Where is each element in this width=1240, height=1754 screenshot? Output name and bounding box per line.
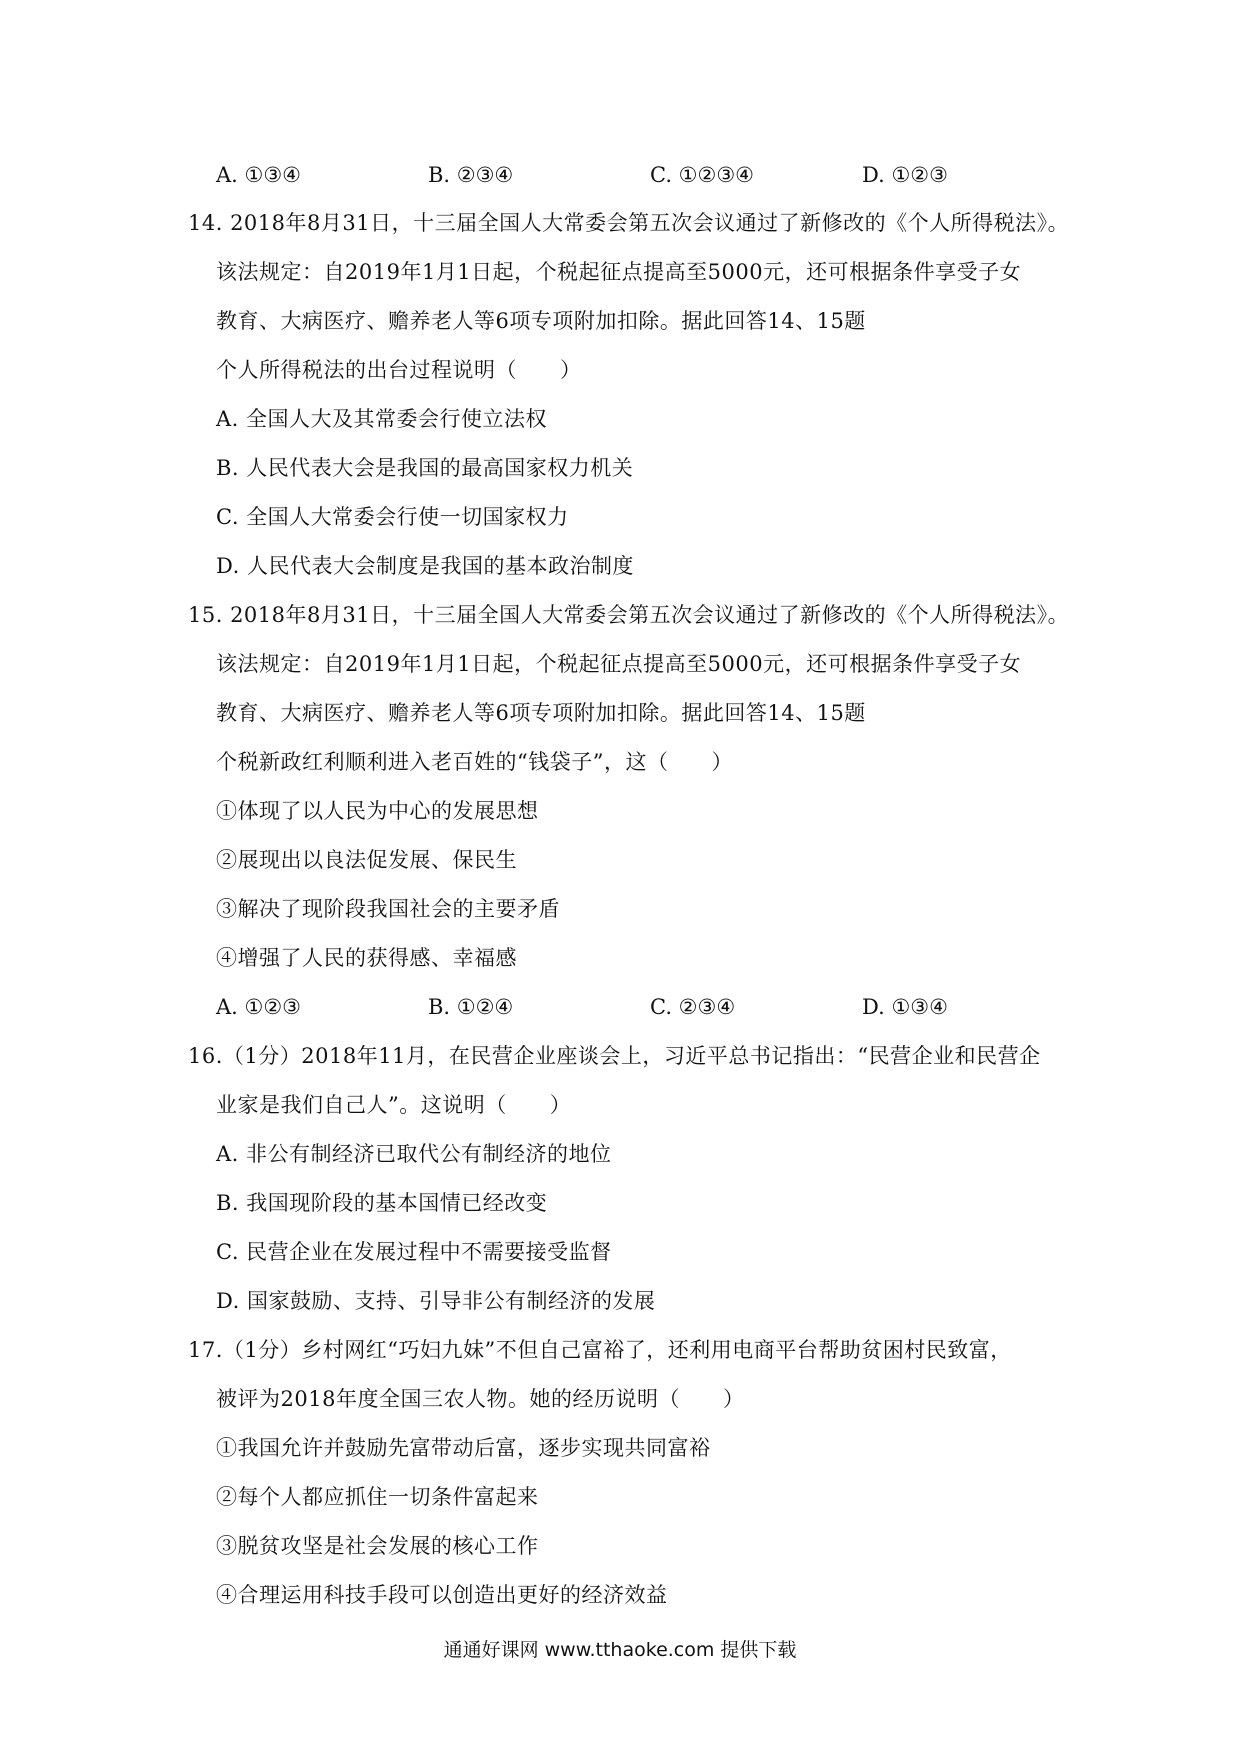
q15-statement-4: ④增强了人民的获得感、幸福感: [216, 946, 517, 970]
q15-stem-line-3: 教育、大病医疗、赡养老人等6项专项附加扣除。据此回答14、15题: [216, 701, 866, 725]
q13-option-c: C. ①②③④: [650, 163, 754, 187]
page-footer: 通通好课网 www.tthaoke.com 提供下载: [443, 1639, 797, 1661]
q17-statement-4: ④合理运用科技手段可以创造出更好的经济效益: [216, 1583, 668, 1607]
q15-stem-line-2: 该法规定：自2019年1月1日起，个税起征点提高至5000元，还可根据条件享受子女: [216, 652, 1022, 676]
q14-stem-line-2: 该法规定：自2019年1月1日起，个税起征点提高至5000元，还可根据条件享受子女: [216, 260, 1022, 284]
q14-option-d: D. 人民代表大会制度是我国的基本政治制度: [216, 554, 634, 578]
q14-stem-line-1: 14. 2018年8月31日，十三届全国人大常委会第五次会议通过了新修改的《个人所得税法》。: [188, 211, 1070, 235]
q13-option-a: A. ①③④: [216, 163, 301, 187]
q17-statement-1: ①我国允许并鼓励先富带动后富，逐步实现共同富裕: [216, 1436, 711, 1460]
q15-option-d: D. ①③④: [862, 995, 948, 1019]
q15-statement-3: ③解决了现阶段我国社会的主要矛盾: [216, 897, 560, 921]
q14-option-a: A. 全国人大及其常委会行使立法权: [216, 407, 548, 431]
q15-stem-line-1: 15. 2018年8月31日，十三届全国人大常委会第五次会议通过了新修改的《个人所得税法》。: [188, 603, 1070, 627]
q17-statement-2: ②每个人都应抓住一切条件富起来: [216, 1485, 539, 1509]
q15-option-b: B. ①②④: [428, 995, 514, 1019]
q14-option-b: B. 人民代表大会是我国的最高国家权力机关: [216, 456, 634, 480]
q14-stem-line-3: 教育、大病医疗、赡养老人等6项专项附加扣除。据此回答14、15题: [216, 309, 866, 333]
q14-question: 个人所得税法的出台过程说明（ ）: [216, 358, 582, 382]
q17-stem-line-2: 被评为2018年度全国三农人物。她的经历说明（ ）: [216, 1387, 745, 1411]
q15-option-a: A. ①②③: [216, 995, 301, 1019]
q16-stem-line-2: 业家是我们自己人”。这说明（ ）: [216, 1093, 572, 1117]
q16-option-c: C. 民营企业在发展过程中不需要接受监督: [216, 1240, 612, 1264]
q16-option-d: D. 国家鼓励、支持、引导非公有制经济的发展: [216, 1289, 656, 1313]
q14-option-c: C. 全国人大常委会行使一切国家权力: [216, 505, 569, 529]
q17-stem-line-1: 17.（1分）乡村网红“巧妇九妹”不但自己富裕了，还利用电商平台帮助贫困村民致富，: [188, 1338, 1012, 1362]
q16-stem-line-1: 16.（1分）2018年11月，在民营企业座谈会上，习近平总书记指出：“民营企业和民营企: [188, 1044, 1041, 1068]
q15-question: 个税新政红利顺利进入老百姓的“钱袋子”，这（ ）: [216, 750, 733, 774]
q13-option-d: D. ①②③: [862, 163, 948, 187]
q16-option-a: A. 非公有制经济已取代公有制经济的地位: [216, 1142, 612, 1166]
q15-option-c: C. ②③④: [650, 995, 736, 1019]
q16-option-b: B. 我国现阶段的基本国情已经改变: [216, 1191, 548, 1215]
q17-statement-3: ③脱贫攻坚是社会发展的核心工作: [216, 1534, 539, 1558]
q15-statement-2: ②展现出以良法促发展、保民生: [216, 848, 517, 872]
q15-statement-1: ①体现了以人民为中心的发展思想: [216, 799, 539, 823]
q13-option-b: B. ②③④: [428, 163, 514, 187]
